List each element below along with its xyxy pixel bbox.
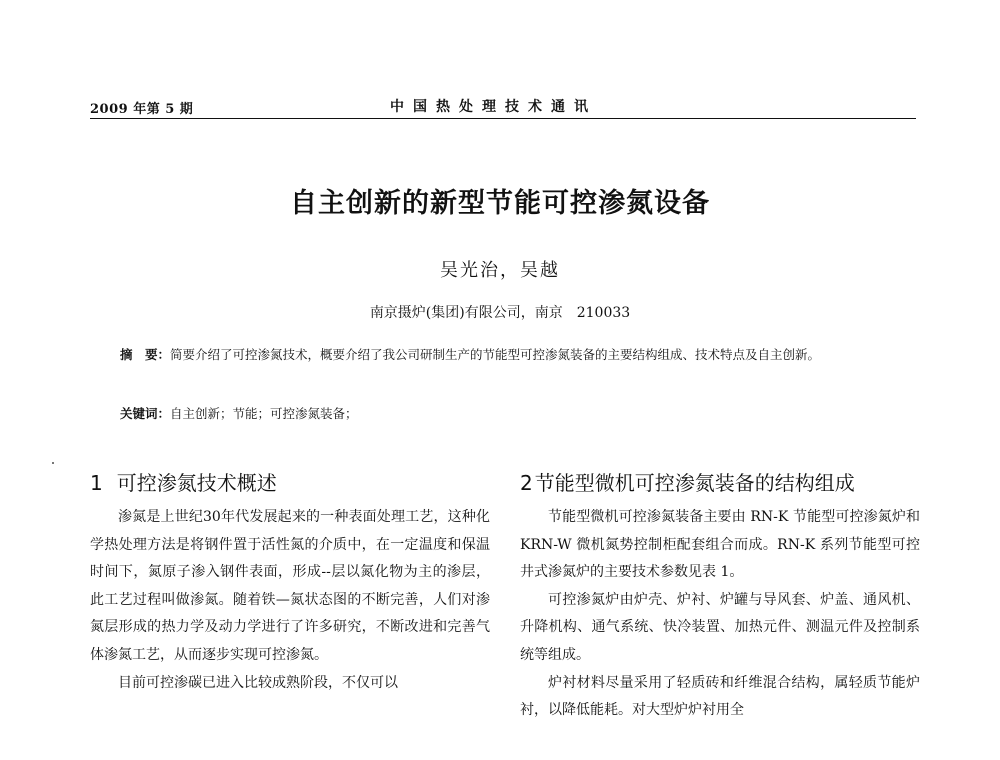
section-title: 节能型微机可控渗氮装备的结构组成: [534, 471, 855, 495]
author-list: 吴光治，吴越: [440, 260, 560, 281]
section-heading-2: [520, 468, 920, 504]
paragraph: 目前可控渗碳已进入比较成熟阶段，不仅可以: [118, 674, 398, 691]
running-head: [90, 96, 916, 119]
section-number: 2: [520, 471, 533, 495]
issue-label: 2009 年第 5 期: [90, 102, 194, 117]
paragraph: 可控渗氮炉由炉壳、炉衬、炉罐与导风套、炉盖、通风机、升降机构、通气系统、快冷装置、加热元件、测温元件及控制系统等组成。: [520, 591, 920, 663]
paragraph: 炉衬材料尽量采用了轻质砖和纤维混合结构，属轻质节能炉衬，以降低能耗。对大型炉炉衬用全: [520, 674, 920, 719]
section-heading-1: [90, 468, 490, 504]
keywords: [120, 404, 880, 422]
abstract: [120, 341, 880, 369]
scan-speck: [52, 462, 54, 464]
column-left: [90, 468, 490, 697]
affiliation: 南京摄炉(集团)有限公司，南京 210033: [369, 305, 631, 321]
abstract-text: 简要介绍了可控渗氮技术，概要介绍了我公司研制生产的节能型可控渗氮装备的主要结构组成、技术特点及自主创新。: [170, 347, 821, 362]
section-number: 1: [90, 471, 103, 495]
article-title: 自主创新的新型节能可控渗氮设备: [290, 188, 710, 219]
keywords-label: 关键词：: [120, 406, 171, 421]
paragraph: 渗氮是上世纪30年代发展起来的一种表面处理工艺，这种化学热处理方法是将钢件置于活性氮的介质中，在一定温度和保温时间下，氮原子渗入钢件表面，形成--层以氮化物为主的渗层，此工艺过程叫做渗氮。随着铁—氮状态图的不断完善，人们对渗氮层形成的热力学及动力学进行了许多研究，不断改进和完善气体渗氮工艺，从而逐步实现可控渗氮。: [90, 509, 490, 663]
abstract-label: 摘 要：: [120, 347, 171, 362]
column-right: [520, 468, 920, 725]
section-title: 可控渗氮技术概述: [116, 471, 277, 495]
keywords-text: 自主创新；节能；可控渗氮装备；: [170, 406, 358, 421]
journal-name: 中国热处理技术通讯: [390, 99, 597, 115]
paragraph: 节能型微机可控渗氮装备主要由 RN-K 节能型可控渗氮炉和 KRN-W 微机氮势控制柜配套组合而成。RN-K 系列节能型可控井式渗氮炉的主要技术参数见表 1。: [520, 509, 920, 581]
